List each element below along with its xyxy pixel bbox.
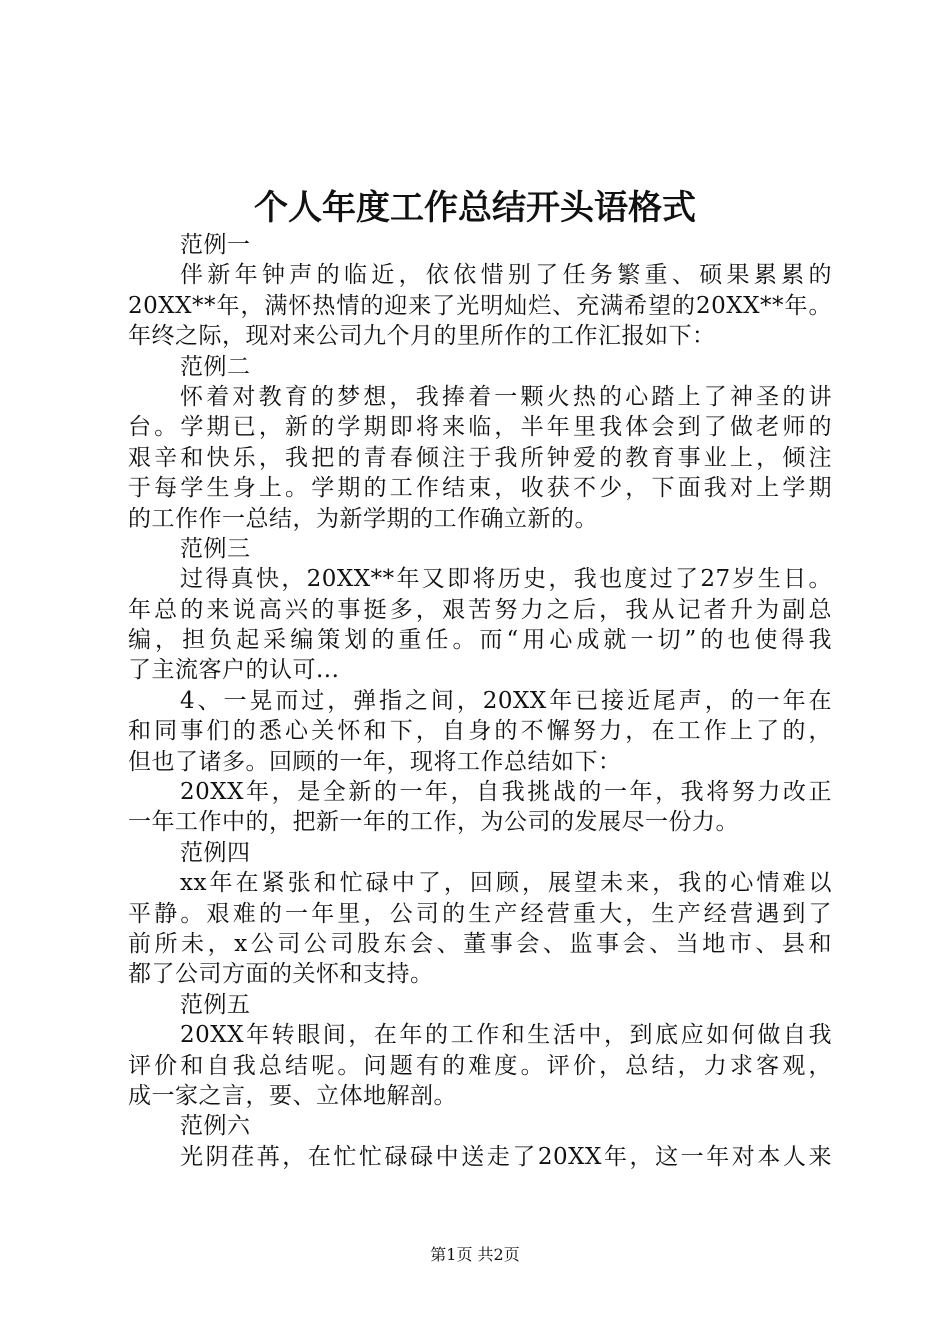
paragraph-line: 成一家之言，要、立体地解剖。 (128, 1082, 457, 1109)
paragraph-line: 都了公司方面的关怀和支持。 (128, 961, 434, 988)
document-body (128, 230, 832, 1172)
paragraph-line: 编，担负起采编策划的重任。而“用心成就一切”的也使得我 (128, 627, 832, 654)
paragraph-line: 伴新年钟声的临近，依依惜别了任务繁重、硕果累累的 (180, 262, 832, 289)
paragraph-line: 20XX**年，满怀热情的迎来了光明灿烂、充满希望的20XX**年。 (128, 292, 832, 319)
section-heading: 范例一 (180, 232, 251, 258)
document-title: 个人年度工作总结开头语格式 (254, 188, 696, 228)
paragraph-line: 光阴荏苒，在忙忙碌碌中送走了20XX年，这一年对本人来 (180, 1143, 832, 1170)
paragraph-line: 的工作作一总结，为新学期的工作确立新的。 (128, 505, 598, 532)
paragraph-line: 艰辛和快乐，我把的青春倾注于我所钟爱的教育事业上，倾注 (128, 444, 832, 471)
paragraph-line: 了主流客户的认可... (128, 657, 340, 684)
paragraph-line: 怀着对教育的梦想，我捧着一颗火热的心踏上了神圣的讲 (180, 383, 832, 410)
paragraph-line: 于每学生身上。学期的工作结束，收获不少，下面我对上学期 (128, 475, 832, 502)
paragraph-line: xx年在紧张和忙碌中了，回顾，展望未来，我的心情难以 (180, 870, 832, 897)
paragraph-line: 20XX年转眼间，在年的工作和生活中，到底应如何做自我 (180, 1022, 832, 1049)
paragraph-line: 平静。艰难的一年里，公司的生产经营重大，生产经营遇到了 (128, 900, 832, 927)
paragraph-line: 一年工作中的，把新一年的工作，为公司的发展尽一份力。 (128, 809, 739, 836)
section-heading: 范例六 (180, 1113, 251, 1140)
paragraph-line: 评价和自我总结呢。问题有的难度。评价，总结，力求客观， (128, 1052, 832, 1079)
paragraph-line: 台。学期已，新的学期即将来临，半年里我体会到了做老师的 (128, 414, 832, 441)
paragraph-line: 4、一晃而过，弹指之间，20XX年已接近尾声，的一年在 (180, 687, 832, 714)
page-footer: 第1页 共2页 (430, 1245, 520, 1264)
section-heading: 范例二 (180, 353, 251, 380)
section-heading: 范例四 (180, 839, 251, 866)
section-heading: 范例五 (180, 991, 251, 1018)
paragraph-line: 但也了诸多。回顾的一年，现将工作总结如下： (128, 748, 622, 775)
paragraph-line: 20XX年，是全新的一年，自我挑战的一年，我将努力改正 (180, 779, 832, 806)
paragraph-line: 过得真快，20XX**年又即将历史，我也度过了27岁生日。 (180, 566, 832, 593)
paragraph-line: 和同事们的悉心关怀和下，自身的不懈努力，在工作上了的， (128, 718, 832, 745)
paragraph-line: 前所未，x公司公司股东会、董事会、监事会、当地市、县和 (128, 930, 832, 957)
section-heading: 范例三 (180, 535, 251, 562)
paragraph-line: 年总的来说高兴的事挺多，艰苦努力之后，我从记者升为副总 (128, 596, 832, 623)
paragraph-line: 年终之际，现对来公司九个月的里所作的工作汇报如下： (128, 323, 716, 350)
